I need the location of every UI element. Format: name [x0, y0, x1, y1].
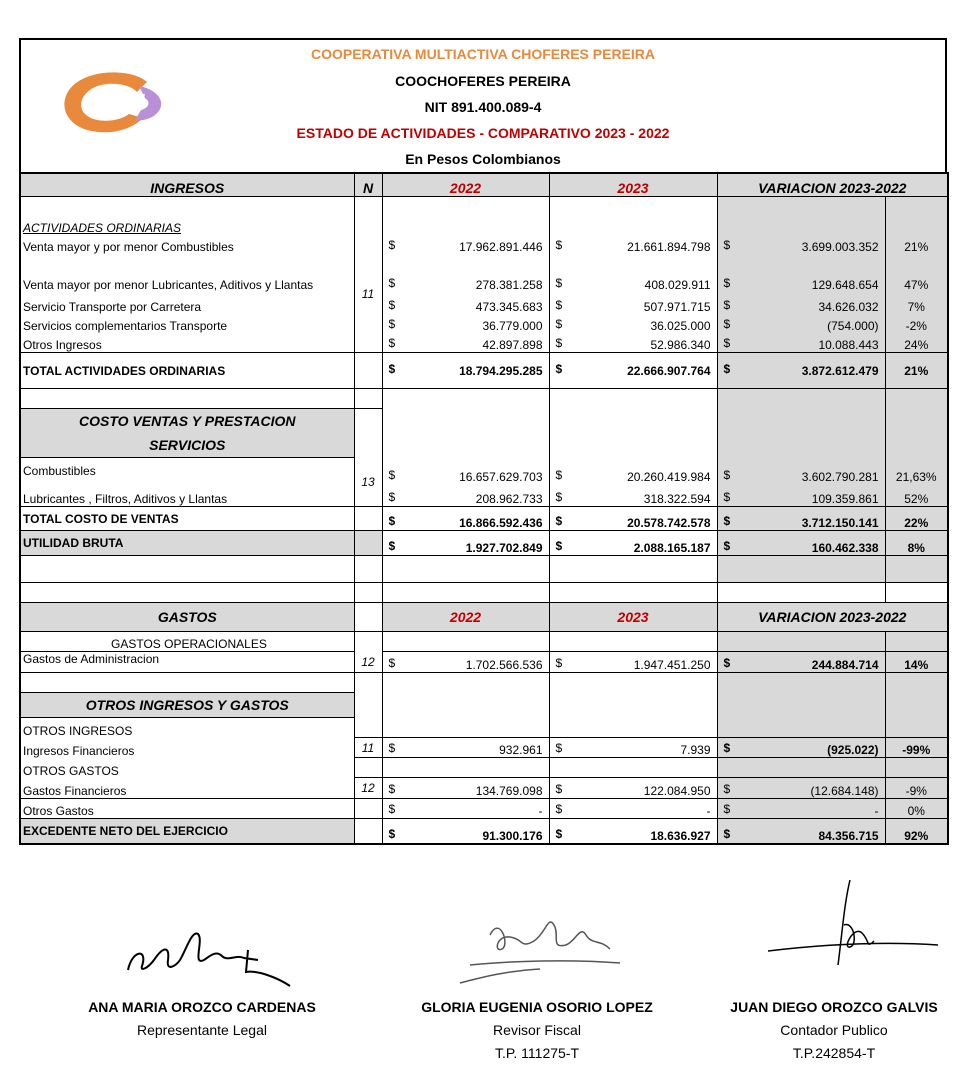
table-row: Gastos de Administracion 12 $ 1.702.566.536 $ 1.947.451.250 $ 244.884.714 14%	[20, 652, 948, 673]
signature-1-icon	[118, 920, 298, 990]
excedente-row: EXCEDENTE NETO DEL EJERCICIO $ 91.300.176 $ 18.636.927 $ 84.356.715 92%	[20, 818, 948, 844]
utilidad-row: UTILIDAD BRUTA $ 1.927.702.849 $ 2.088.165.187 $ 160.462.338 8%	[20, 531, 948, 556]
total-ordinarias-row: TOTAL ACTIVIDADES ORDINARIAS $ 18.794.295.285 $ 22.666.907.764 $ 3.872.612.479 21%	[20, 353, 948, 389]
note-ingresos: 11	[354, 235, 382, 353]
gastos-operacionales-row: GASTOS OPERACIONALES	[20, 632, 948, 652]
table-row: Otros Gastos $ - $ - $ - 0%	[20, 798, 948, 818]
actividades-label: ACTIVIDADES ORDINARIAS	[20, 216, 354, 235]
currency-note: En Pesos Colombianos	[405, 151, 561, 167]
gastos-header-row: GASTOS 2022 2023 VARIACION 2023-2022	[20, 603, 948, 632]
costo-title: COSTO VENTAS Y PRESTACION SERVICIOS	[20, 409, 354, 458]
table-header-row	[20, 173, 948, 197]
table-row: Ingresos Financieros 11 $ 932.961 $ 7.939 $ (925.022) -99%	[20, 738, 948, 758]
report-title: ESTADO DE ACTIVIDADES - COMPARATIVO 2023 - 2022	[296, 125, 670, 141]
short-name: COOCHOFERES PEREIRA	[395, 73, 571, 89]
row-label: Venta mayor y por menor Combustibles	[20, 235, 354, 254]
signature-3-icon	[758, 875, 948, 985]
financial-statement	[19, 38, 947, 845]
table-row: Servicios complementarios Transporte $ 36.779.000 $ 36.025.000 $ (754.000) -2%	[20, 314, 948, 333]
signature-block-2: GLORIA EUGENIA OSORIO LOPEZ Revisor Fiscal T.P. 111275-T	[421, 999, 653, 1061]
col-n: N	[354, 173, 382, 197]
statement-table: INGRESOS N 2022 2023 VARIACION 2023-2022 ACTIVIDADES ORDINARIAS Venta mayor y por menor Combustibles 11 $ 17.962.891.446 $ 21.661.894.798 $ 3.699.003.352 21% Venta mayor por menor Lubricantes, Aditivos y Llantas $ 278.381.258 $ 408.029.911 $ 129.648.654 47% Servicio Transporte por Carretera $ 473.345.683 $ 507.971.715 $ 34.626.032 7% Servicios complementarios Transporte $ 36.779.000 $ 36.025.000 $ (754.000) -2% Otros Ingresos $ 42.897.898 $ 52.986.340 $ 10.088.443 24% TOTAL ACTIVIDADES ORDINARIAS $ 18.794.295.285 $ 22.666.907.764 $ 3.872.612.479 21% COSTO VENTAS Y PRESTACION SERVICIOS Combustibles 13 $ 16.657.629.703 $ 20.260.419.984 $ 3.602.790.281 21,63% Lubricantes , Filtros, Aditivos y Llantas $ 208.962.733 $ 318.322.594 $ 109.359.861 52% TOTAL COSTO DE VENTAS $ 16.866.592.436 $ 20.578.742.578 $ 3.712.150.141 22% UTILIDAD BRUTA $ 1.927.702.849 $ 2.088.165.187 $ 160.462.338 8% GASTOS 2022 2023 VARIACION 2023-2022 GASTOS OPERACIONALES Gastos de Administracion 12 $ 1.702.566.536 $ 1.947.451.250 $ 244.884.714 14% OTROS INGRESOS Y GASTOS OTROS INGRESOS Ingresos Financieros 11 $ 932.961 $ 7.939 $ (925.022) -99% OTROS GASTOS Gastos Financieros 12 $ 134.769.098 $ 122.084.950 $ (12.684.148) -9% Otros Gastos $ - $ - $ - 0% EXCEDENTE NETO DEL EJERCICIO $ 91.300.176 $ 18.636.927 $ 84.356.715 92%	[19, 172, 949, 845]
section-otros: OTROS INGRESOS Y GASTOS	[20, 692, 948, 717]
section-costo	[20, 409, 948, 458]
table-row: Venta mayor por menor Lubricantes, Aditivos y Llantas $ 278.381.258 $ 408.029.911 $ 129.648.654 47%	[20, 273, 948, 292]
table-row: Servicio Transporte por Carretera $ 473.345.683 $ 507.971.715 $ 34.626.032 7%	[20, 292, 948, 314]
table-row: Venta mayor y por menor Combustibles 11 $ 17.962.891.446 $ 21.661.894.798 $ 3.699.003.352 21%	[20, 235, 948, 254]
nit: NIT 891.400.089-4	[424, 99, 542, 115]
signature-2-icon	[450, 905, 630, 990]
total-costo-row: TOTAL COSTO DE VENTAS $ 16.866.592.436 $ 20.578.742.578 $ 3.712.150.141 22%	[20, 507, 948, 531]
signature-block-3: JUAN DIEGO OROZCO GALVIS Contador Publico T.P.242854-T	[730, 999, 938, 1061]
col-2022: 2022	[382, 173, 549, 197]
report-header	[19, 38, 947, 172]
note-costo: 13	[354, 458, 382, 507]
col-ingresos: INGRESOS	[20, 173, 354, 197]
signature-block-1: ANA MARIA OROZCO CARDENAS Representante Legal	[88, 999, 316, 1038]
table-row: Gastos Financieros 12 $ 134.769.098 $ 122.084.950 $ (12.684.148) -9%	[20, 778, 948, 799]
table-row: Otros Ingresos $ 42.897.898 $ 52.986.340 $ 10.088.443 24%	[20, 333, 948, 353]
section-actividades	[20, 216, 948, 235]
table-row: Combustibles 13 $ 16.657.629.703 $ 20.260.419.984 $ 3.602.790.281 21,63%	[20, 458, 948, 485]
table-row: Lubricantes , Filtros, Aditivos y Llantas $ 208.962.733 $ 318.322.594 $ 109.359.861 52%	[20, 484, 948, 507]
col-variacion: VARIACION 2023-2022	[717, 173, 948, 197]
col-2023: 2023	[549, 173, 717, 197]
org-name: COOPERATIVA MULTIACTIVA CHOFERES PEREIRA	[310, 46, 656, 62]
